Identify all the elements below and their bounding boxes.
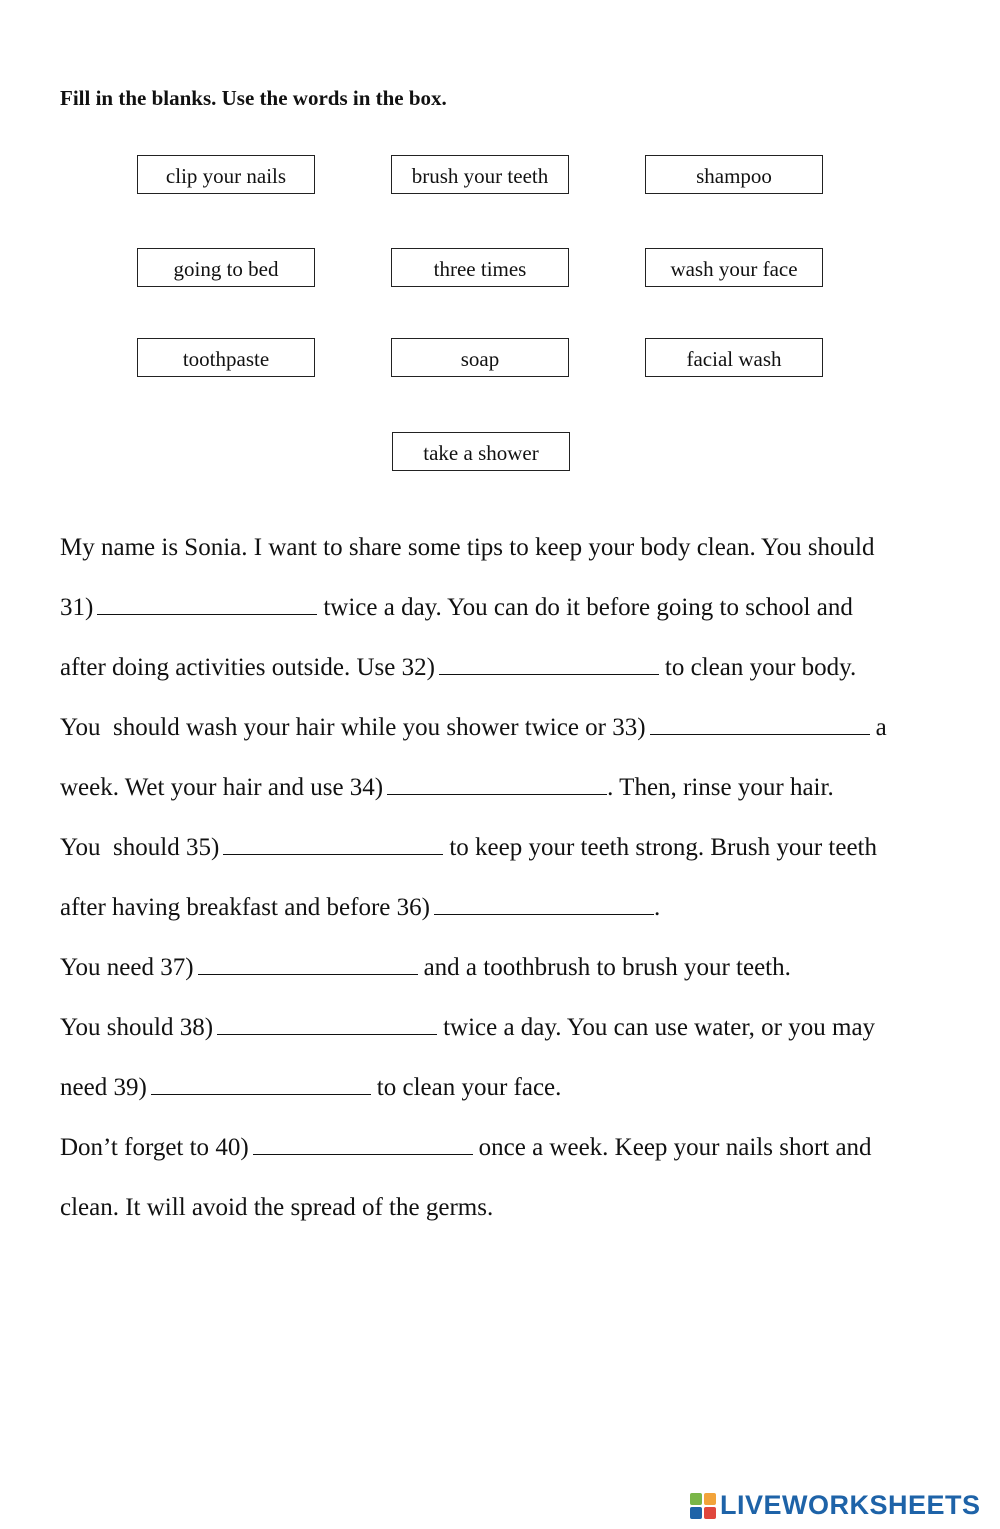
passage-line-4 [60, 713, 887, 743]
passage-text: and a toothbrush to brush your teeth. [423, 954, 791, 981]
blank-number-36: 36) [396, 894, 430, 921]
word-box-brush-your-teeth[interactable]: brush your teeth [391, 155, 569, 194]
passage-line-12: clean. It will avoid the spread of the germs. [60, 1194, 494, 1221]
blank-number-32: 32) [401, 654, 435, 681]
blank-number-34: 34) [349, 774, 384, 801]
passage-line-8 [60, 953, 791, 983]
word-box-wash-your-face[interactable]: wash your face [645, 248, 823, 287]
liveworksheets-logo-text: LIVEWORKSHEETS [720, 1489, 981, 1520]
passage-line-7 [60, 893, 660, 923]
blank-number-31: 31) [60, 594, 94, 621]
blank-number-35: 35) [185, 834, 220, 861]
blank-37[interactable] [198, 953, 418, 975]
passage-text: after having breakfast and before [60, 894, 391, 921]
passage-text: You need [60, 954, 154, 981]
blank-number-39: 39) [113, 1074, 147, 1101]
word-box-shampoo[interactable]: shampoo [645, 155, 823, 194]
blank-34[interactable] [387, 773, 607, 795]
passage-text: You should [60, 834, 180, 861]
passage-text: to clean your face. [376, 1074, 562, 1101]
word-box-going-to-bed[interactable]: going to bed [137, 248, 315, 287]
passage-line-2 [60, 593, 853, 623]
blank-38[interactable] [217, 1013, 437, 1035]
passage-line-6 [60, 833, 877, 863]
blank-number-33: 33) [612, 714, 646, 741]
passage-line-1: My name is Sonia. I want to share some tips to keep your body clean. You should [60, 534, 875, 561]
word-box-take-a-shower[interactable]: take a shower [392, 432, 570, 471]
blank-32[interactable] [439, 653, 659, 675]
passage-text: Don’t forget to [60, 1134, 210, 1161]
blank-number-38: 38) [179, 1014, 214, 1041]
passage-text: . Then, rinse your hair. [607, 774, 834, 801]
passage-text: week. Wet your hair and use [60, 774, 344, 801]
passage-line-3 [60, 653, 856, 683]
passage-text: need [60, 1074, 108, 1101]
word-box-clip-your-nails[interactable]: clip your nails [137, 155, 315, 194]
word-box-facial-wash[interactable]: facial wash [645, 338, 823, 377]
word-box-three-times[interactable]: three times [391, 248, 569, 287]
instruction-heading: Fill in the blanks. Use the words in the box. [60, 86, 447, 110]
passage-text: twice a day. You can do it before going to school and [323, 594, 853, 621]
passage-text: . [653, 894, 661, 921]
blank-number-37: 37) [160, 954, 194, 981]
blank-36[interactable] [434, 893, 654, 915]
passage-text: You should wash your hair while you shower twice or [60, 714, 607, 741]
blank-33[interactable] [650, 713, 870, 735]
passage-line-11 [60, 1133, 872, 1163]
blank-number-40: 40) [215, 1134, 249, 1161]
passage-text: a [875, 714, 887, 741]
passage-line-5 [60, 773, 834, 803]
blank-31[interactable] [97, 593, 317, 615]
passage-text: once a week. Keep your nails short and [478, 1134, 872, 1161]
blank-40[interactable] [253, 1133, 473, 1155]
word-box-toothpaste[interactable]: toothpaste [137, 338, 315, 377]
passage-line-10 [60, 1073, 561, 1103]
liveworksheets-logo [690, 1488, 981, 1522]
blank-35[interactable] [223, 833, 443, 855]
blank-39[interactable] [151, 1073, 371, 1095]
passage-text: twice a day. You can use water, or you may [443, 1014, 876, 1041]
passage-text: You should [60, 1014, 174, 1041]
passage-line-9 [60, 1013, 875, 1043]
word-box-soap[interactable]: soap [391, 338, 569, 377]
passage-text: to keep your teeth strong. Brush your teeth [449, 834, 877, 861]
liveworksheets-logo-icon [690, 1491, 718, 1519]
passage-text: after doing activities outside. Use [60, 654, 396, 681]
passage-text: to clean your body. [664, 654, 857, 681]
